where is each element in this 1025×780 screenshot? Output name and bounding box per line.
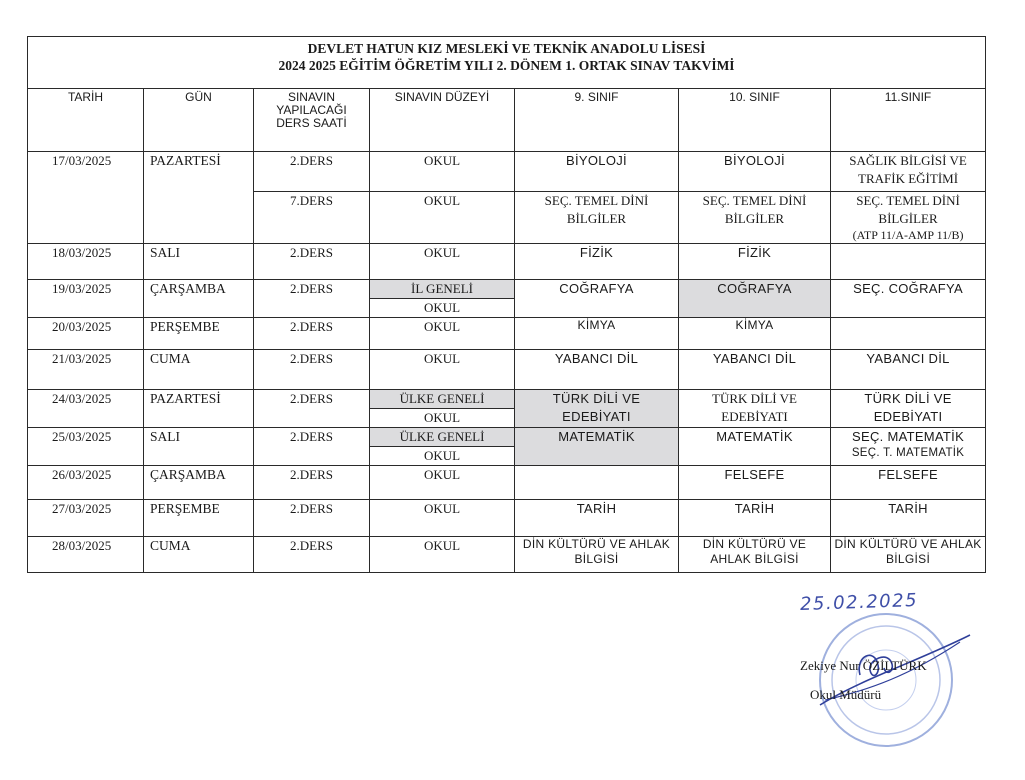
level-cell-secondary: OKUL bbox=[370, 447, 515, 466]
hour-cell: 2.DERS bbox=[254, 537, 370, 573]
grade11-subject: SEÇ. MATEMATİK bbox=[852, 429, 965, 444]
grade9-cell: SEÇ. TEMEL DİNİ BİLGİLER bbox=[515, 192, 679, 244]
header-day: GÜN bbox=[144, 89, 254, 152]
signature-block bbox=[790, 590, 990, 760]
grade10-cell: TARİH bbox=[679, 500, 831, 537]
hour-cell: 2.DERS bbox=[254, 318, 370, 350]
grade10-cell: COĞRAFYA bbox=[679, 280, 831, 318]
grade10-cell: FELSEFE bbox=[679, 466, 831, 500]
date-cell: 20/03/2025 bbox=[28, 318, 144, 350]
hour-cell: 2.DERS bbox=[254, 152, 370, 192]
grade10-cell: MATEMATİK bbox=[679, 428, 831, 466]
table-row bbox=[28, 152, 986, 192]
level-cell: ÜLKE GENELİ bbox=[370, 390, 515, 409]
header-row bbox=[28, 89, 986, 152]
signature-date: 25.02.2025 bbox=[799, 589, 919, 616]
grade11-note: (ATP 11/A-AMP 11/B) bbox=[852, 228, 964, 242]
table-row bbox=[28, 466, 986, 500]
date-cell: 28/03/2025 bbox=[28, 537, 144, 573]
grade10-cell: FİZİK bbox=[679, 244, 831, 280]
grade9-cell: MATEMATİK bbox=[515, 428, 679, 466]
header-grade-10: 10. SINIF bbox=[679, 89, 831, 152]
exam-schedule-table bbox=[27, 36, 986, 573]
title-line-1: DEVLET HATUN KIZ MESLEKİ VE TEKNİK ANADOLU LİSESİ bbox=[307, 41, 706, 56]
date-cell: 17/03/2025 bbox=[28, 152, 144, 244]
document-title bbox=[28, 37, 986, 89]
level-cell: İL GENELİ bbox=[370, 280, 515, 299]
grade11-cell: SAĞLIK BİLGİSİ VE TRAFİK EĞİTİMİ bbox=[831, 152, 986, 192]
grade11-cell: DİN KÜLTÜRÜ VE AHLAK BİLGİSİ bbox=[831, 537, 986, 573]
level-cell: OKUL bbox=[370, 192, 515, 244]
hour-cell: 2.DERS bbox=[254, 244, 370, 280]
grade11-subject: SEÇ. TEMEL DİNİ BİLGİLER bbox=[856, 193, 960, 226]
table-row bbox=[28, 500, 986, 537]
grade9-cell: DİN KÜLTÜRÜ VE AHLAK BİLGİSİ bbox=[515, 537, 679, 573]
date-cell: 24/03/2025 bbox=[28, 390, 144, 428]
header-grade-9: 9. SINIF bbox=[515, 89, 679, 152]
table-row bbox=[28, 350, 986, 390]
grade9-cell: COĞRAFYA bbox=[515, 280, 679, 318]
grade11-cell bbox=[831, 428, 986, 466]
grade11-cell: YABANCI DİL bbox=[831, 350, 986, 390]
table-row bbox=[28, 318, 986, 350]
hour-cell: 2.DERS bbox=[254, 390, 370, 428]
day-cell: PERŞEMBE bbox=[144, 500, 254, 537]
day-cell: SALI bbox=[144, 428, 254, 466]
day-cell: PAZARTESİ bbox=[144, 152, 254, 244]
level-cell: ÜLKE GENELİ bbox=[370, 428, 515, 447]
principal-name: Zekiye Nur ÖZİLTÜRK bbox=[800, 658, 927, 673]
grade9-cell: KİMYA bbox=[515, 318, 679, 350]
grade11-cell: TARİH bbox=[831, 500, 986, 537]
grade10-cell: BİYOLOJİ bbox=[679, 152, 831, 192]
level-cell: OKUL bbox=[370, 500, 515, 537]
header-hour: SINAVIN YAPILACAĞI DERS SAATİ bbox=[254, 89, 370, 152]
date-cell: 27/03/2025 bbox=[28, 500, 144, 537]
grade11-cell: SEÇ. COĞRAFYA bbox=[831, 280, 986, 318]
day-cell: CUMA bbox=[144, 537, 254, 573]
day-cell: ÇARŞAMBA bbox=[144, 280, 254, 318]
header-level: SINAVIN DÜZEYİ bbox=[370, 89, 515, 152]
table-row bbox=[28, 390, 986, 409]
table-row bbox=[28, 244, 986, 280]
date-cell: 26/03/2025 bbox=[28, 466, 144, 500]
grade10-cell: KİMYA bbox=[679, 318, 831, 350]
hour-cell: 2.DERS bbox=[254, 466, 370, 500]
grade11-cell: FELSEFE bbox=[831, 466, 986, 500]
level-cell-secondary: OKUL bbox=[370, 299, 515, 318]
grade9-cell: YABANCI DİL bbox=[515, 350, 679, 390]
grade9-cell: TÜRK DİLİ VE EDEBİYATI bbox=[515, 390, 679, 428]
grade11-subject-secondary: SEÇ. T. MATEMATİK bbox=[851, 447, 965, 459]
grade11-cell bbox=[831, 192, 986, 244]
level-cell: OKUL bbox=[370, 318, 515, 350]
day-cell: CUMA bbox=[144, 350, 254, 390]
date-cell: 19/03/2025 bbox=[28, 280, 144, 318]
table-row bbox=[28, 428, 986, 447]
principal-title: Okul Müdürü bbox=[810, 687, 882, 702]
date-cell: 25/03/2025 bbox=[28, 428, 144, 466]
level-cell: OKUL bbox=[370, 350, 515, 390]
hour-cell: 2.DERS bbox=[254, 428, 370, 466]
day-cell: PERŞEMBE bbox=[144, 318, 254, 350]
grade9-cell bbox=[515, 466, 679, 500]
day-cell: PAZARTESİ bbox=[144, 390, 254, 428]
level-cell: OKUL bbox=[370, 152, 515, 192]
date-cell: 21/03/2025 bbox=[28, 350, 144, 390]
level-cell: OKUL bbox=[370, 466, 515, 500]
grade11-cell bbox=[831, 244, 986, 280]
day-cell: SALI bbox=[144, 244, 254, 280]
level-cell: OKUL bbox=[370, 244, 515, 280]
grade10-cell: SEÇ. TEMEL DİNİ BİLGİLER bbox=[679, 192, 831, 244]
grade10-cell: DİN KÜLTÜRÜ VE AHLAK BİLGİSİ bbox=[679, 537, 831, 573]
level-cell-secondary: OKUL bbox=[370, 409, 515, 428]
grade11-cell: TÜRK DİLİ VE EDEBİYATI bbox=[831, 390, 986, 428]
date-cell: 18/03/2025 bbox=[28, 244, 144, 280]
hour-cell: 2.DERS bbox=[254, 280, 370, 318]
grade9-cell: FİZİK bbox=[515, 244, 679, 280]
grade10-cell: YABANCI DİL bbox=[679, 350, 831, 390]
hour-cell: 2.DERS bbox=[254, 500, 370, 537]
grade9-cell: BİYOLOJİ bbox=[515, 152, 679, 192]
day-cell: ÇARŞAMBA bbox=[144, 466, 254, 500]
grade10-cell: TÜRK DİLİ VE EDEBİYATI bbox=[679, 390, 831, 428]
header-date: TARİH bbox=[28, 89, 144, 152]
table-row bbox=[28, 537, 986, 573]
grade11-cell bbox=[831, 318, 986, 350]
table-row bbox=[28, 280, 986, 299]
hour-cell: 7.DERS bbox=[254, 192, 370, 244]
title-line-2: 2024 2025 EĞİTİM ÖĞRETİM YILI 2. DÖNEM 1. ORTAK SINAV TAKVİMİ bbox=[278, 58, 735, 73]
header-grade-11: 11.SINIF bbox=[831, 89, 986, 152]
level-cell: OKUL bbox=[370, 537, 515, 573]
hour-cell: 2.DERS bbox=[254, 350, 370, 390]
grade9-cell: TARİH bbox=[515, 500, 679, 537]
